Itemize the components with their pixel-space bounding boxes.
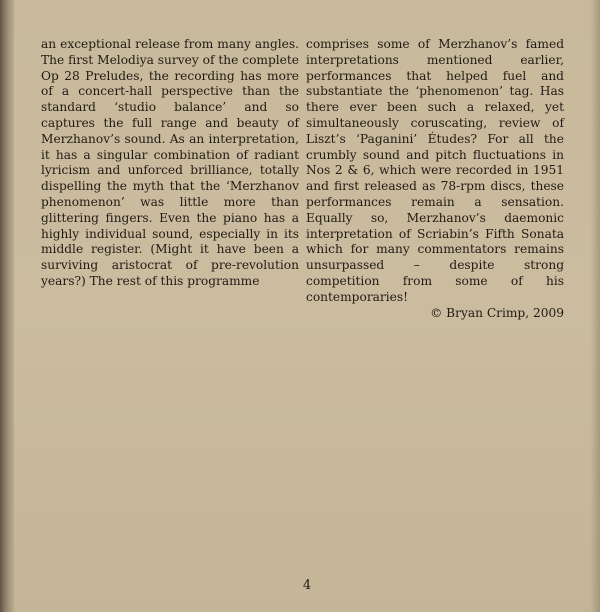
booklet-page: [14, 0, 600, 612]
right-column: [306, 37, 564, 321]
right-column-text: comprises some of Merzhanov’s famed interpretations mentioned earlier, performances that helped fuel and substantiate the ‘phenomenon’ tag. Has there ever been such a relaxed, yet simultaneously coruscating, review of Liszt’s ‘Paganini’ Études? For all the crumbly sound and pitch fluctuations in Nos 2 & 6, which were recorded in 1951 and first released as 78-rpm discs, these performances remain a sensation. Equally so, Merzhanov’s daemonic interpretation of Scriabin’s Fifth Sonata which for many commentators remains unsurpassed – despite strong competition from some of his contemporaries!: [306, 37, 564, 304]
left-column: [41, 37, 299, 290]
page-number: 4: [302, 578, 312, 593]
author-credit: © Bryan Crimp, 2009: [430, 305, 564, 320]
book-spine: [0, 0, 14, 612]
left-column-text: an exceptional release from many angles. The first Melodiya survey of the complete Op 28 Preludes, the recording has more of a concert-hall perspective than the standard ‘studio balance’ and so captures the full range and beauty of Merzhanov’s sound. As an interpretation, it has a singular combination of radiant lyricism and unforced brilliance, totally dispelling the myth that the ‘Merzhanov phenomenon’ was little more than glittering fingers. Even the piano has a highly individual sound, especially in its middle register. (Might it have been a surviving aristocrat of pre-revolution years?) The rest of this programme: [41, 37, 299, 288]
